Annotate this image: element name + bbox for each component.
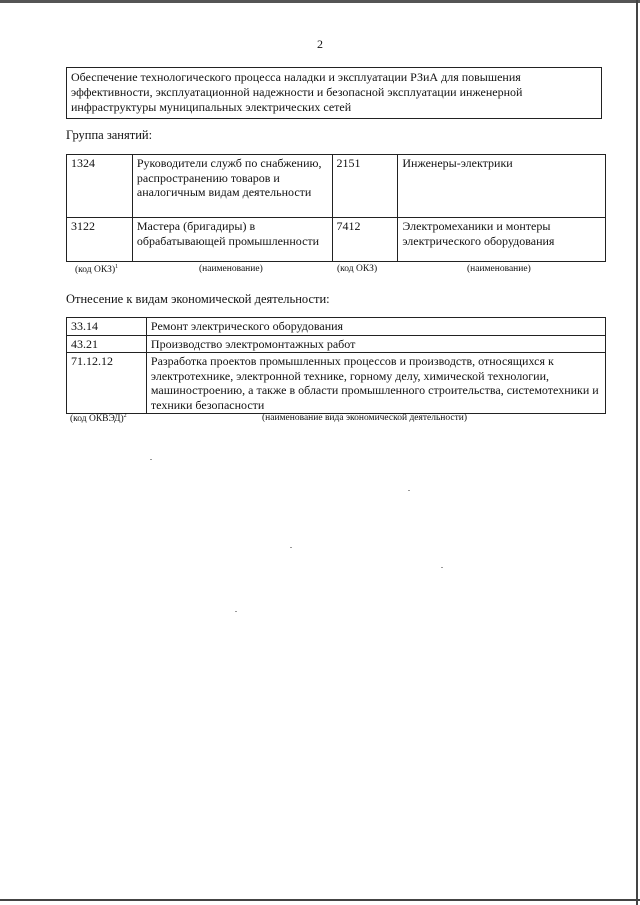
scan-speck bbox=[408, 490, 410, 491]
table-row bbox=[67, 318, 606, 336]
activity-heading: Отнесение к видам экономической деятельности: bbox=[66, 292, 330, 306]
page-edge-bottom bbox=[0, 899, 640, 901]
okz-code-caption: (код ОКЗ)$^1$ bbox=[75, 264, 119, 276]
okz-code-cell: 1324 bbox=[67, 155, 133, 218]
table-row bbox=[67, 218, 606, 262]
page-number: 2 bbox=[317, 37, 323, 51]
footnote-mark: 2 bbox=[123, 413, 127, 419]
okz-name-cell: Инженеры-электрики bbox=[398, 155, 606, 218]
okz-name-cell: Электромеханики и монтеры электрического оборудования bbox=[398, 218, 606, 262]
okz-code-cell: 2151 bbox=[332, 155, 398, 218]
okz-name-caption: (наименование) bbox=[467, 264, 531, 274]
okved-code-cell: 71.12.12 bbox=[67, 353, 147, 414]
page-edge-right bbox=[636, 0, 638, 905]
scan-speck bbox=[290, 547, 292, 548]
page-edge-top bbox=[0, 0, 640, 3]
okved-name-caption: (наименование вида экономической деятельности) bbox=[262, 413, 467, 423]
okved-code-cell: 33.14 bbox=[67, 318, 147, 336]
okved-code-caption: (код ОКВЭД)$^2$ bbox=[70, 413, 127, 425]
okved-name-cell: Ремонт электрического оборудования bbox=[146, 318, 605, 336]
okz-name-caption: (наименование) bbox=[199, 264, 263, 274]
purpose-box: Обеспечение технологического процесса наладки и эксплуатации РЗиА для повышения эффективности, эксплуатационной надежности и безопасной эксплуатации инженерной инфраструктуры муниципальных электрических сетей bbox=[66, 67, 602, 119]
okz-code-caption: (код ОКЗ) bbox=[337, 264, 378, 274]
okz-name-cell: Мастера (бригадиры) в обрабатывающей промышленности bbox=[132, 218, 332, 262]
okved-code-cell: 43.21 bbox=[67, 335, 147, 353]
scan-speck bbox=[441, 567, 443, 568]
table-row bbox=[67, 155, 606, 218]
okved-name-cell: Разработка проектов промышленных процессов и производств, относящихся к электротехнике, электронной технике, горному делу, химической технологии, машиностроению, а также в области промышленного строительства, системотехники и техники безопасности bbox=[146, 353, 605, 414]
occupation-group-heading: Группа занятий: bbox=[66, 128, 153, 142]
table-row bbox=[67, 353, 606, 414]
okz-code-cell: 7412 bbox=[332, 218, 398, 262]
footnote-mark: 1 bbox=[115, 264, 119, 270]
scan-speck bbox=[235, 611, 237, 612]
okved-name-cell: Производство электромонтажных работ bbox=[146, 335, 605, 353]
occupation-table bbox=[66, 154, 606, 262]
activity-table bbox=[66, 317, 606, 414]
scan-speck bbox=[150, 459, 152, 460]
table-row bbox=[67, 335, 606, 353]
okz-name-cell: Руководители служб по снабжению, распространению товаров и аналогичным видам деятельности bbox=[132, 155, 332, 218]
okz-code-cell: 3122 bbox=[67, 218, 133, 262]
